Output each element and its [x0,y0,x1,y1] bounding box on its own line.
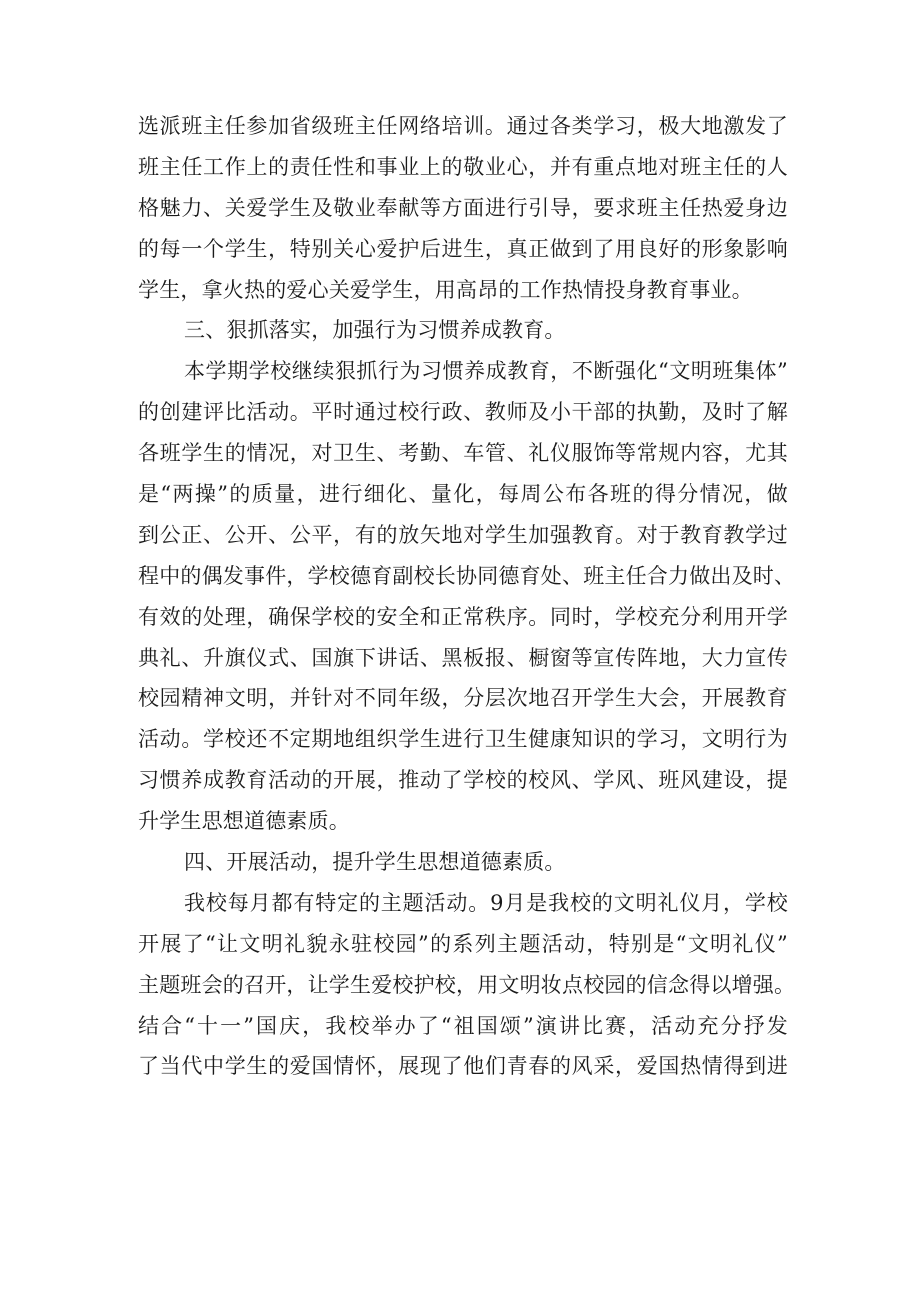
text-line: 主题班会的召开，让学生爱校护校，用文明妆点校园的信念得以增强。 [138,972,796,997]
body-text [138,106,796,1087]
text-line: 选派班主任参加省级班主任网络培训。通过各类学习，极大地激发了 [138,114,788,138]
text-line: 了当代中学生的爱国情怀，展现了他们青春的风采，爱国热情得到进 [138,1054,788,1079]
text-line: 班主任工作上的责任性和事业上的敬业心，并有重点地对班主任的人 [138,154,788,179]
text-line: 开展了“让文明礼貌永驻校园”的系列主题活动，特别是“文明礼仪” [138,931,788,956]
text-line: 格魅力、关爱学生及敬业奉献等方面进行引导，要求班主任热爱身边 [138,195,788,220]
text-line: 活动。学校还不定期地组织学生进行卫生健康知识的学习，文明行为 [138,727,788,752]
text-line: 的每一个学生，特别关心爱护后进生，真正做到了用良好的形象影响 [138,236,788,261]
section-heading-3: 三、狠抓落实，加强行为习惯养成教育。 [184,318,566,343]
text-line: 本学期学校继续狠抓行为习惯养成教育，不断强化“文明班集体” [184,359,788,384]
text-line: 到公正、公开、公平，有的放矢地对学生加强教育。对于教育教学过 [138,522,788,547]
text-line: 各班学生的情况，对卫生、考勤、车管、礼仪服饰等常规内容，尤其 [138,441,788,466]
text-line: 是“两操”的质量，进行细化、量化，每周公布各班的得分情况，做 [138,482,788,507]
text-line: 有效的处理，确保学校的安全和正常秩序。同时，学校充分利用开学 [138,604,788,629]
text-line: 升学生思想道德素质。 [138,809,350,834]
text-line: 学生，拿火热的爱心关爱学生，用高昂的工作热情投身教育事业。 [138,277,753,302]
text-line: 程中的偶发事件，学校德育副校长协同德育处、班主任合力做出及时、 [138,563,796,588]
section-heading-4: 四、开展活动，提升学生思想道德素质。 [184,850,566,875]
text-line: 校园精神文明，并针对不同年级，分层次地召开学生大会，开展教育 [138,686,788,711]
text-line: 我校每月都有特定的主题活动。9月是我校的文明礼仪月，学校 [184,890,788,915]
text-line: 结合“十一”国庆，我校举办了“祖国颂”演讲比赛，活动充分抒发 [138,1013,788,1038]
text-line: 典礼、升旗仪式、国旗下讲话、黑板报、橱窗等宣传阵地，大力宣传 [138,645,788,670]
text-line: 习惯养成教育活动的开展，推动了学校的校风、学风、班风建设，提 [138,768,788,793]
text-line: 的创建评比活动。平时通过校行政、教师及小干部的执勤，及时了解 [138,400,788,425]
